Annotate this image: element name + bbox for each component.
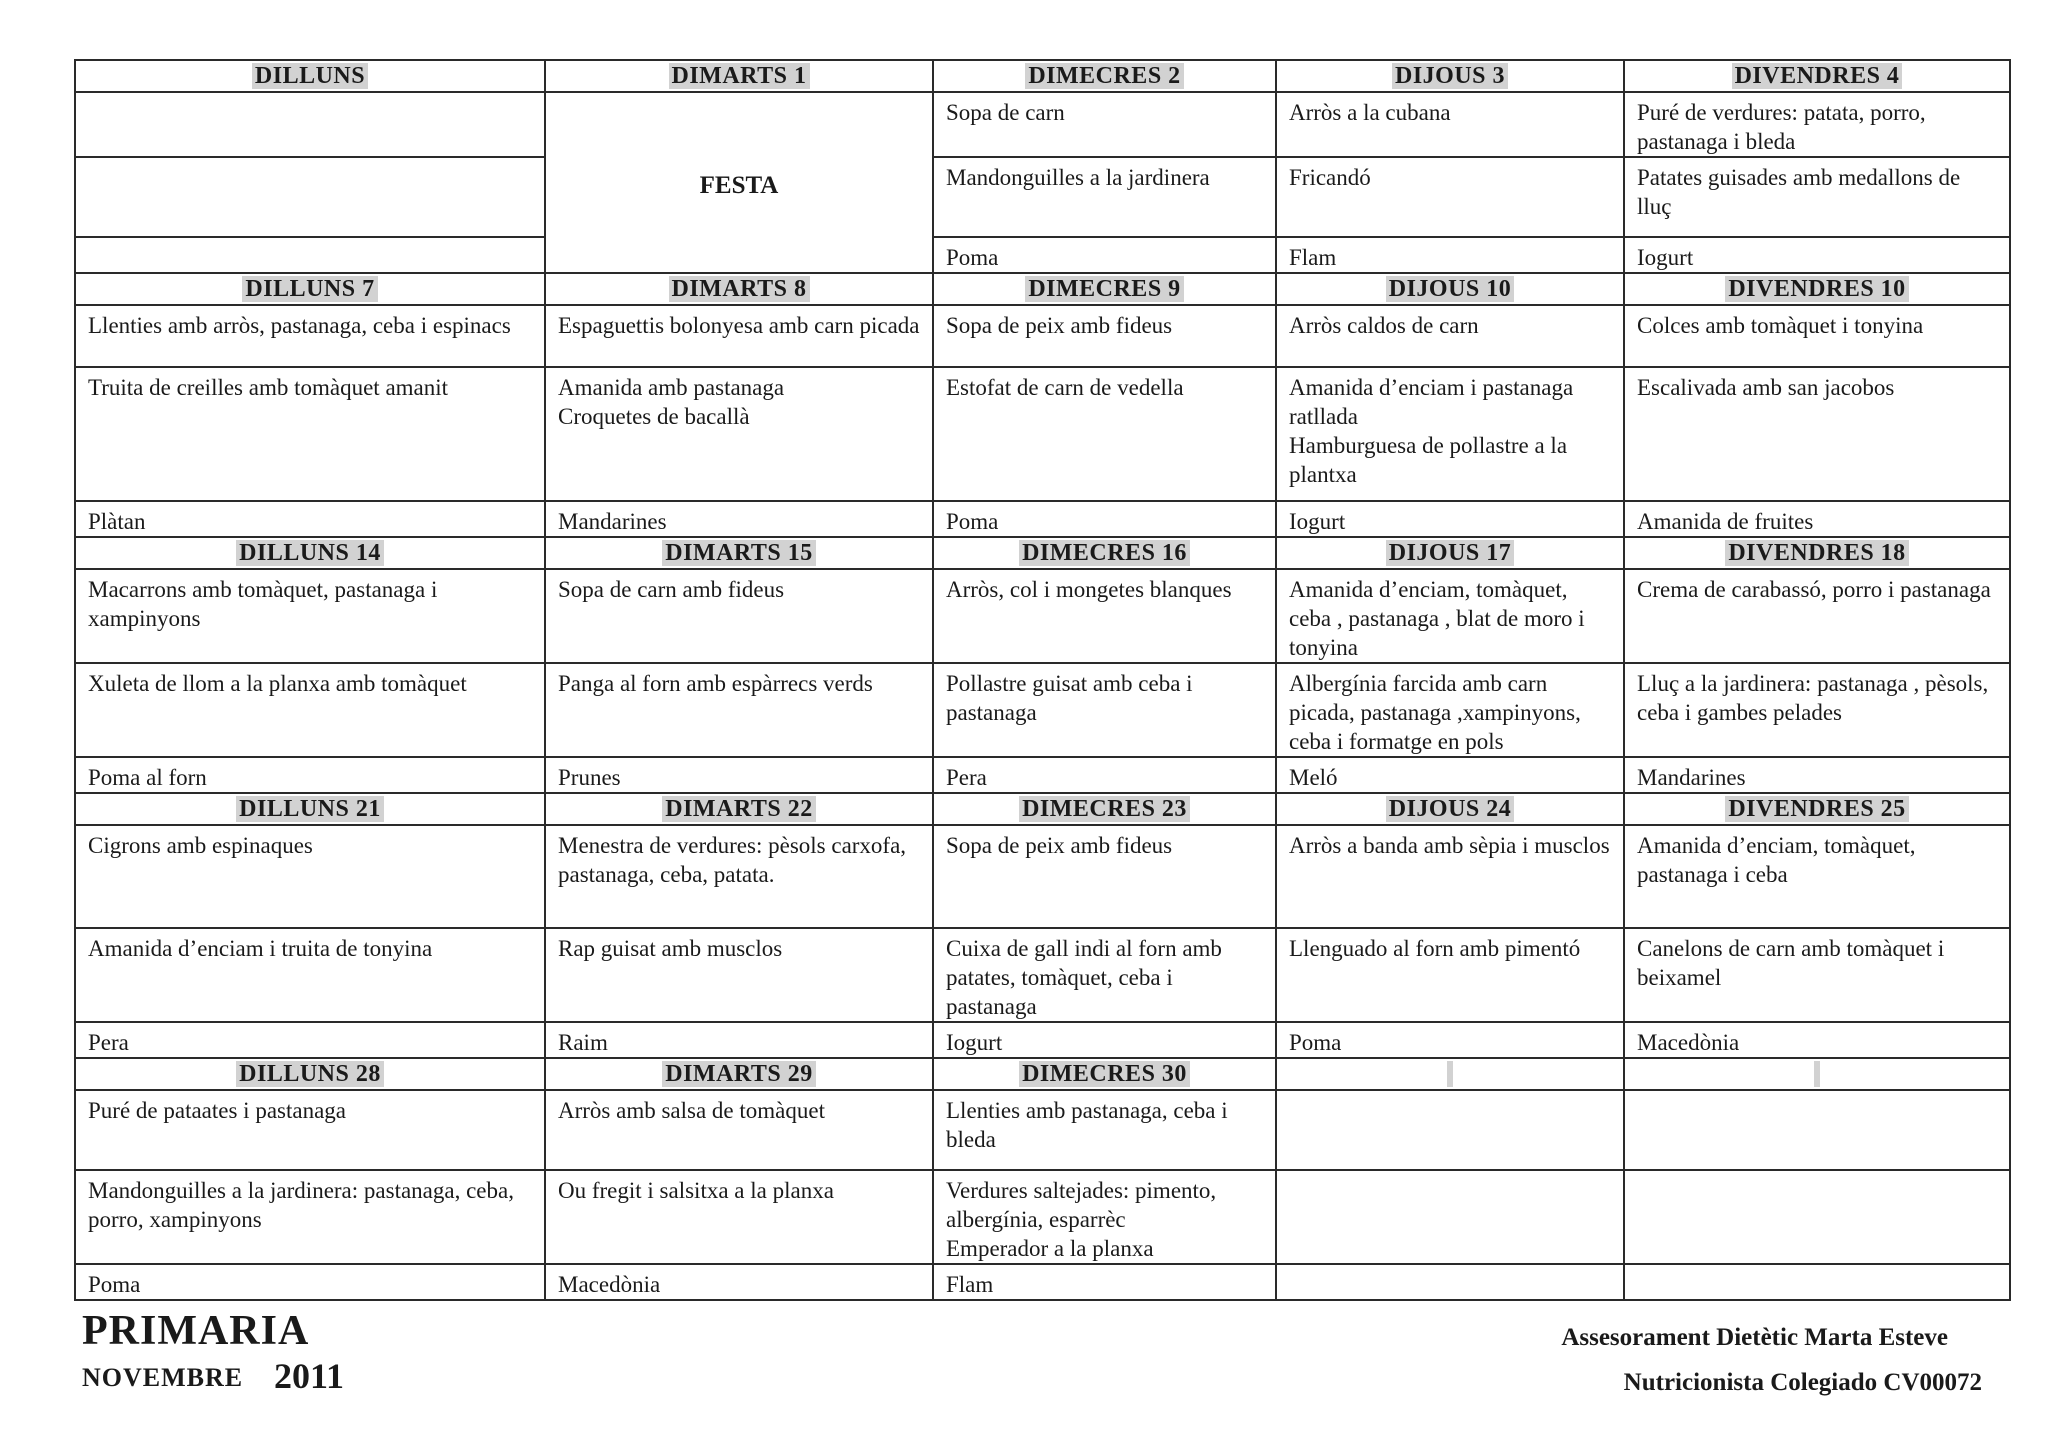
- second-course-cell: Amanida amb pastanaga Croquetes de bacallà: [545, 367, 933, 501]
- dessert-cell: Poma: [933, 501, 1276, 537]
- day-header-label: DIVENDRES 10: [1725, 276, 1908, 302]
- day-header-label: DIMECRES 16: [1019, 540, 1190, 566]
- dessert-cell: Prunes: [545, 757, 933, 793]
- dessert-cell: [75, 237, 545, 273]
- day-header-label: DILLUNS 14: [236, 540, 384, 566]
- second-course-cell: [75, 157, 545, 237]
- dessert-cell: Raim: [545, 1022, 933, 1058]
- dessert-cell: Poma: [1276, 1022, 1624, 1058]
- first-course-row: [75, 825, 2010, 928]
- first-course-cell: Llenties amb pastanaga, ceba i bleda: [933, 1090, 1276, 1170]
- dessert-cell: [1624, 1264, 2010, 1300]
- day-header-friday: [1624, 793, 2010, 825]
- year-label: 2011: [274, 1356, 345, 1396]
- first-course-cell: Arròs a la cubana: [1276, 92, 1624, 157]
- menu-body: [75, 60, 2010, 1300]
- day-header-monday: [75, 1058, 545, 1090]
- first-course-cell: Amanida d’enciam, tomàquet, pastanaga i ceba: [1624, 825, 2010, 928]
- day-header-thursday: [1276, 1058, 1624, 1090]
- dessert-row: [75, 1264, 2010, 1300]
- day-header-friday: [1624, 537, 2010, 569]
- dessert-cell: Plàtan: [75, 501, 545, 537]
- second-course-cell: Mandonguilles a la jardinera: pastanaga, ceba, porro, xampinyons: [75, 1170, 545, 1264]
- day-header-monday: [75, 60, 545, 92]
- second-course-row: [75, 663, 2010, 757]
- day-header-tuesday: [545, 537, 933, 569]
- dessert-cell: Flam: [1276, 237, 1624, 273]
- first-course-cell: Puré de pataates i pastanaga: [75, 1090, 545, 1170]
- first-course-cell: Arròs a banda amb sèpia i musclos: [1276, 825, 1624, 928]
- day-header-label: DILLUNS 28: [236, 1061, 384, 1087]
- second-course-cell: Ou fregit i salsitxa a la planxa: [545, 1170, 933, 1264]
- dessert-cell: Pera: [933, 757, 1276, 793]
- week-header-row: [75, 537, 2010, 569]
- day-header-label: DIMECRES 23: [1019, 796, 1190, 822]
- dessert-cell: Meló: [1276, 757, 1624, 793]
- second-course-cell: Albergínia farcida amb carn picada, pastanaga ,xampinyons, ceba i formatge en pols: [1276, 663, 1624, 757]
- dessert-cell: Mandarines: [545, 501, 933, 537]
- day-header-thursday: [1276, 793, 1624, 825]
- first-course-cell: Arròs caldos de carn: [1276, 305, 1624, 367]
- dessert-cell: Iogurt: [1276, 501, 1624, 537]
- first-course-cell: Arròs, col i mongetes blanques: [933, 569, 1276, 663]
- day-header-friday: [1624, 1058, 2010, 1090]
- first-course-cell: Sopa de carn: [933, 92, 1276, 157]
- day-header-label: DIMARTS 29: [662, 1061, 816, 1087]
- day-header-thursday: [1276, 60, 1624, 92]
- day-header-label: DILLUNS 7: [242, 276, 377, 302]
- day-header-label: DIJOUS 3: [1392, 63, 1508, 89]
- first-course-cell: Espaguettis bolonyesa amb carn picada: [545, 305, 933, 367]
- second-course-cell: Truita de creilles amb tomàquet amanit: [75, 367, 545, 501]
- second-course-cell: Patates guisades amb medallons de lluç: [1624, 157, 2010, 237]
- day-header-monday: [75, 793, 545, 825]
- day-header-label: DIJOUS 17: [1386, 540, 1515, 566]
- day-header-tuesday: [545, 1058, 933, 1090]
- second-course-cell: [1624, 1170, 2010, 1264]
- first-course-cell: Crema de carabassó, porro i pastanaga: [1624, 569, 2010, 663]
- first-course-cell: Llenties amb arròs, pastanaga, ceba i espinacs: [75, 305, 545, 367]
- second-course-cell: Escalivada amb san jacobos: [1624, 367, 2010, 501]
- week-header-row: [75, 60, 2010, 92]
- second-course-cell: Verdures saltejades: pimento, albergínia, esparrèc Emperador a la planxa: [933, 1170, 1276, 1264]
- credit-line-2: Nutricionista Colegiado CV00072: [1623, 1369, 1982, 1396]
- dessert-cell: Poma al forn: [75, 757, 545, 793]
- first-course-cell: Arròs amb salsa de tomàquet: [545, 1090, 933, 1170]
- day-header-wednesday: [933, 273, 1276, 305]
- dessert-cell: Mandarines: [1624, 757, 2010, 793]
- dessert-cell: Iogurt: [1624, 237, 2010, 273]
- first-course-cell: Cigrons amb espinaques: [75, 825, 545, 928]
- first-course-cell: [1276, 1090, 1624, 1170]
- second-course-cell: Cuixa de gall indi al forn amb patates, tomàquet, ceba i pastanaga: [933, 928, 1276, 1022]
- day-header-label: DIMECRES 9: [1025, 276, 1183, 302]
- day-header-friday: [1624, 273, 2010, 305]
- day-header-monday: [75, 273, 545, 305]
- second-course-cell: Pollastre guisat amb ceba i pastanaga: [933, 663, 1276, 757]
- first-course-cell: Colces amb tomàquet i tonyina: [1624, 305, 2010, 367]
- first-course-cell: [1624, 1090, 2010, 1170]
- day-header-wednesday: [933, 1058, 1276, 1090]
- dessert-row: [75, 757, 2010, 793]
- week-header-row: [75, 273, 2010, 305]
- dessert-cell: Pera: [75, 1022, 545, 1058]
- day-header-label: DIMARTS 1: [669, 63, 810, 89]
- dessert-row: [75, 237, 2010, 273]
- holiday-cell: FESTA: [545, 92, 933, 273]
- day-header-label: DILLUNS 21: [236, 796, 384, 822]
- second-course-cell: Rap guisat amb musclos: [545, 928, 933, 1022]
- day-header-label: DIMECRES 30: [1019, 1061, 1190, 1087]
- day-header-label: DIJOUS 10: [1386, 276, 1515, 302]
- day-header-tuesday: [545, 793, 933, 825]
- day-header-wednesday: [933, 537, 1276, 569]
- day-header-label: DIMARTS 15: [662, 540, 816, 566]
- dessert-cell: Flam: [933, 1264, 1276, 1300]
- day-header-label: [1814, 1061, 1820, 1087]
- day-header-friday: [1624, 60, 2010, 92]
- day-header-label: DILLUNS: [252, 63, 368, 89]
- second-course-cell: Panga al forn amb espàrrecs verds: [545, 663, 933, 757]
- day-header-thursday: [1276, 273, 1624, 305]
- second-course-row: [75, 157, 2010, 237]
- second-course-row: [75, 928, 2010, 1022]
- first-course-cell: Sopa de carn amb fideus: [545, 569, 933, 663]
- dessert-cell: Amanida de fruites: [1624, 501, 2010, 537]
- day-header-tuesday: [545, 60, 933, 92]
- week-header-row: [75, 793, 2010, 825]
- menu-table: [74, 59, 2011, 1301]
- second-course-cell: Xuleta de llom a la planxa amb tomàquet: [75, 663, 545, 757]
- day-header-label: DIMARTS 8: [669, 276, 810, 302]
- first-course-row: [75, 569, 2010, 663]
- second-course-cell: Lluç a la jardinera: pastanaga , pèsols, ceba i gambes pelades: [1624, 663, 2010, 757]
- day-header-tuesday: [545, 273, 933, 305]
- day-header-label: DIVENDRES 4: [1732, 63, 1903, 89]
- first-course-row: [75, 305, 2010, 367]
- second-course-row: [75, 1170, 2010, 1264]
- dessert-row: [75, 501, 2010, 537]
- day-header-thursday: [1276, 537, 1624, 569]
- first-course-cell: Puré de verdures: patata, porro, pastanaga i bleda: [1624, 92, 2010, 157]
- credit-line-1: Assesorament Dietètic Marta Esteve: [1561, 1324, 1948, 1351]
- page-title: PRIMARIA: [82, 1308, 310, 1354]
- second-course-cell: Mandonguilles a la jardinera: [933, 157, 1276, 237]
- first-course-cell: Sopa de peix amb fideus: [933, 305, 1276, 367]
- first-course-cell: [75, 92, 545, 157]
- second-course-cell: Estofat de carn de vedella: [933, 367, 1276, 501]
- dessert-cell: Poma: [75, 1264, 545, 1300]
- dessert-cell: [1276, 1264, 1624, 1300]
- day-header-wednesday: [933, 793, 1276, 825]
- first-course-row: [75, 92, 2010, 157]
- dessert-cell: Iogurt: [933, 1022, 1276, 1058]
- second-course-cell: Amanida d’enciam i pastanaga ratllada Hamburguesa de pollastre a la plantxa: [1276, 367, 1624, 501]
- day-header-label: DIMECRES 2: [1025, 63, 1183, 89]
- day-header-label: DIJOUS 24: [1386, 796, 1515, 822]
- day-header-monday: [75, 537, 545, 569]
- second-course-cell: Canelons de carn amb tomàquet i beixamel: [1624, 928, 2010, 1022]
- second-course-cell: Llenguado al forn amb pimentó: [1276, 928, 1624, 1022]
- first-course-cell: Macarrons amb tomàquet, pastanaga i xampinyons: [75, 569, 545, 663]
- week-header-row: [75, 1058, 2010, 1090]
- first-course-cell: Menestra de verdures: pèsols carxofa, pastanaga, ceba, patata.: [545, 825, 933, 928]
- day-header-wednesday: [933, 60, 1276, 92]
- first-course-cell: Amanida d’enciam, tomàquet, ceba , pastanaga , blat de moro i tonyina: [1276, 569, 1624, 663]
- day-header-label: DIVENDRES 25: [1725, 796, 1908, 822]
- second-course-cell: Amanida d’enciam i truita de tonyina: [75, 928, 545, 1022]
- dessert-cell: Poma: [933, 237, 1276, 273]
- first-course-cell: Sopa de peix amb fideus: [933, 825, 1276, 928]
- dessert-cell: Macedònia: [1624, 1022, 2010, 1058]
- day-header-label: [1447, 1061, 1453, 1087]
- second-course-cell: [1276, 1170, 1624, 1264]
- second-course-cell: Fricandó: [1276, 157, 1624, 237]
- month-label: NOVEMBRE: [82, 1363, 244, 1392]
- dessert-cell: Macedònia: [545, 1264, 933, 1300]
- day-header-label: DIMARTS 22: [662, 796, 816, 822]
- dessert-row: [75, 1022, 2010, 1058]
- first-course-row: [75, 1090, 2010, 1170]
- day-header-label: DIVENDRES 18: [1725, 540, 1908, 566]
- second-course-row: [75, 367, 2010, 501]
